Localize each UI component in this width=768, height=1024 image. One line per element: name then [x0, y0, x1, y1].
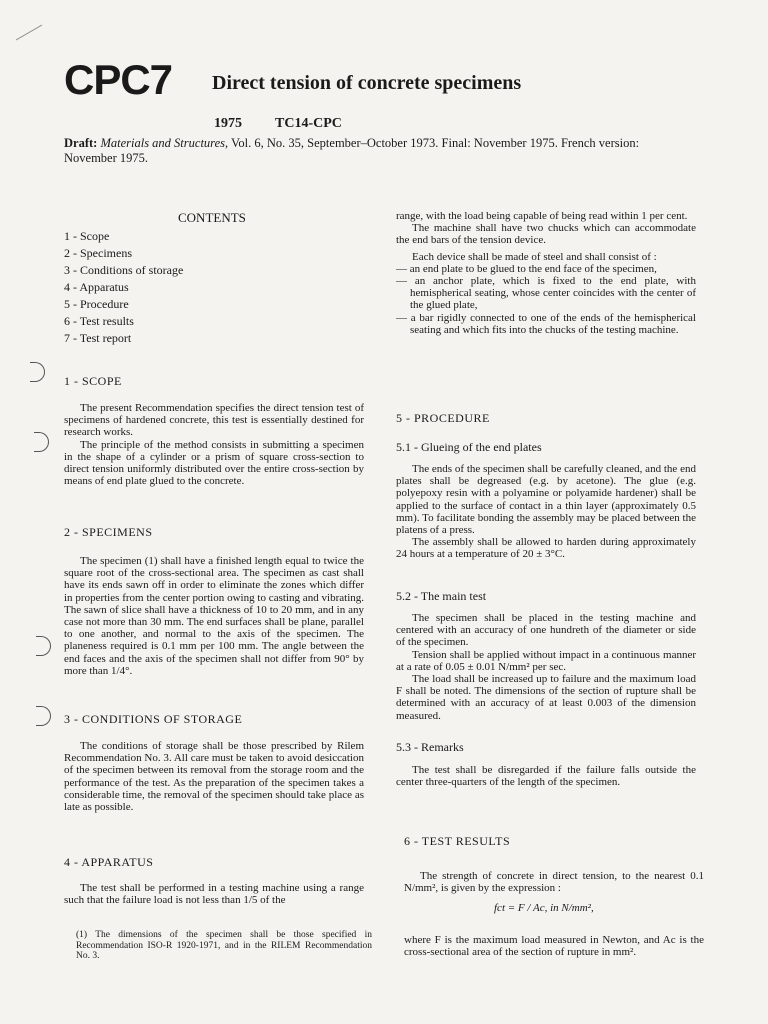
- paragraph: The conditions of storage shall be those prescribed by Rilem Recommendation No. 3. All care must be taken to avoid desiccation of the specimen between its removal from the storage room and the performance of the test. As the preparation of the specimen takes a considerable time, the removal of the specimen should take place as late as possible.: [64, 740, 364, 814]
- paragraph: The test shall be performed in a testing machine using a range such that the failure load is not less than 1/5 of the: [64, 882, 364, 907]
- apparatus-continued: [396, 210, 696, 336]
- device-list: [396, 263, 696, 336]
- paragraph: The specimen shall be placed in the testing machine and centered with an accuracy of one hundreth of the diameter or side of the specimen.: [396, 612, 696, 649]
- remarks-body: [396, 764, 696, 788]
- margin-bracket-mark: [36, 636, 51, 656]
- subheading-glueing: 5.1 - Glueing of the end plates: [396, 440, 542, 454]
- draft-info: [64, 136, 664, 166]
- paragraph: The specimen (1) shall have a finished length equal to twice the square root of the cross-sectional area. The specimen as cast shall have its ends sawn off in order to eliminate the zones which differ in properties from the center portion owing to casting and vibrating. The sawn of slice shall have a thickness of 10 to 20 mm, and in any case not more than 30 mm. The end surfaces shall be plane, parallel to one another, and normal to the axis of the specimen. The planeness required is 0.1 mm per 100 mm. The angle between the end faces and the axis of the specimen shall not differ from 90° by more than 1/4°.: [64, 555, 364, 677]
- committee-code: TC14-CPC: [275, 116, 342, 131]
- document-code: CPC7: [64, 56, 173, 103]
- specimens-body: [64, 555, 364, 677]
- list-item: — a bar rigidly connected to one of the ends of the hemispherical seating and which fits into the chucks of the testing machine.: [396, 311, 696, 336]
- glueing-body: [396, 463, 696, 561]
- document-title: Direct tension of concrete specimens: [212, 72, 522, 94]
- paragraph: The principle of the method consists in submitting a specimen in the shape of a cylinder or a prism of square cross-section to direct tension uniformly distributed over the entire cross-section by means of end plate glued to the concrete.: [64, 438, 364, 488]
- toc-item: 2 - Specimens: [64, 246, 132, 260]
- margin-bracket-mark: [30, 362, 45, 382]
- list-item: — an anchor plate, which is fixed to the end plate, with hemispherical seating, whose center coincides with the center of the glued plate,: [396, 275, 696, 312]
- section-heading-apparatus: 4 - APPARATUS: [64, 855, 154, 869]
- apparatus-body: [64, 882, 364, 906]
- contents-title: CONTENTS: [178, 210, 246, 225]
- toc-item: 3 - Conditions of storage: [64, 263, 184, 277]
- subheading-remarks: 5.3 - Remarks: [396, 740, 464, 754]
- section-heading-storage: 3 - CONDITIONS OF STORAGE: [64, 712, 243, 726]
- toc-item: 6 - Test results: [64, 314, 134, 328]
- paragraph: The load shall be increased up to failure and the maximum load F shall be noted. The dimensions of the section of rupture shall be determined with an accuracy of at least 0.003 of the dimension measured.: [396, 673, 696, 722]
- paragraph: The ends of the specimen shall be carefully cleaned, and the end plates shall be degreased (e.g. by acetone). The glue (e.g. polyepoxy resin with a polyamine or polyamide hardener) shall be applied to the surface of contact in a thin layer (approximately 0.5 mm). To facilitate bonding the assembly may be placed between the platens of a press.: [396, 463, 696, 537]
- document-year: 1975: [214, 116, 242, 131]
- paragraph: The present Recommendation specifies the direct tension test of specimens of hardened concrete, this test is essentially destined for research works.: [64, 402, 364, 439]
- paragraph: range, with the load being capable of being read within 1 per cent.: [396, 210, 688, 222]
- results-definitions: [404, 934, 704, 958]
- paragraph: The strength of concrete in direct tension, to the nearest 0.1 N/mm², is given by the expression :: [404, 870, 704, 895]
- section-heading-scope: 1 - SCOPE: [64, 374, 122, 388]
- scope-body: [64, 402, 364, 487]
- section-heading-procedure: 5 - PROCEDURE: [396, 411, 490, 425]
- section-heading-specimens: 2 - SPECIMENS: [64, 525, 153, 539]
- main-test-body: [396, 612, 696, 722]
- margin-bracket-mark: [36, 706, 51, 726]
- strength-formula: fct = F / Ac, in N/mm²,: [494, 902, 594, 914]
- margin-bracket-mark: [34, 432, 49, 452]
- toc-item: 5 - Procedure: [64, 297, 129, 311]
- results-body: [404, 870, 704, 894]
- paragraph: where F is the maximum load measured in Newton, and Ac is the cross-sectional area of the section of rupture in mm².: [404, 934, 704, 959]
- paragraph: Tension shall be applied without impact in a continuous manner at a rate of 0.05 ± 0.01 N/mm² per sec.: [396, 648, 696, 673]
- section-heading-results: 6 - TEST RESULTS: [404, 834, 511, 848]
- paragraph: The assembly shall be allowed to harden during approximately 24 hours at a temperature of 20 ± 3°C.: [396, 536, 696, 561]
- draft-journal: Materials and Structures: [100, 136, 225, 150]
- subheading-main-test: 5.2 - The main test: [396, 589, 487, 603]
- list-item: — an end plate to be glued to the end face of the specimen,: [396, 262, 657, 275]
- toc-item: 1 - Scope: [64, 229, 110, 243]
- footnote: (1) The dimensions of the specimen shall be those specified in Recommendation ISO-R 1920-1971, and in the RILEM Recommendation No. 3.: [76, 930, 372, 961]
- draft-prefix: Draft:: [64, 136, 101, 150]
- draft-details: , Vol. 6, No. 35, September–October 1973. Final: November 1975. French version: November 1975.: [64, 136, 640, 165]
- toc-item: 4 - Apparatus: [64, 280, 129, 294]
- storage-body: [64, 740, 364, 813]
- toc-item: 7 - Test report: [64, 331, 132, 345]
- paragraph: The test shall be disregarded if the failure falls outside the center three-quarters of the length of the specimen.: [396, 764, 696, 789]
- paragraph: The machine shall have two chucks which can accommodate the end bars of the tension device.: [396, 222, 696, 247]
- corner-scribble: [16, 25, 42, 41]
- paragraph: Each device shall be made of steel and shall consist of :: [412, 250, 657, 263]
- table-of-contents: [64, 228, 183, 347]
